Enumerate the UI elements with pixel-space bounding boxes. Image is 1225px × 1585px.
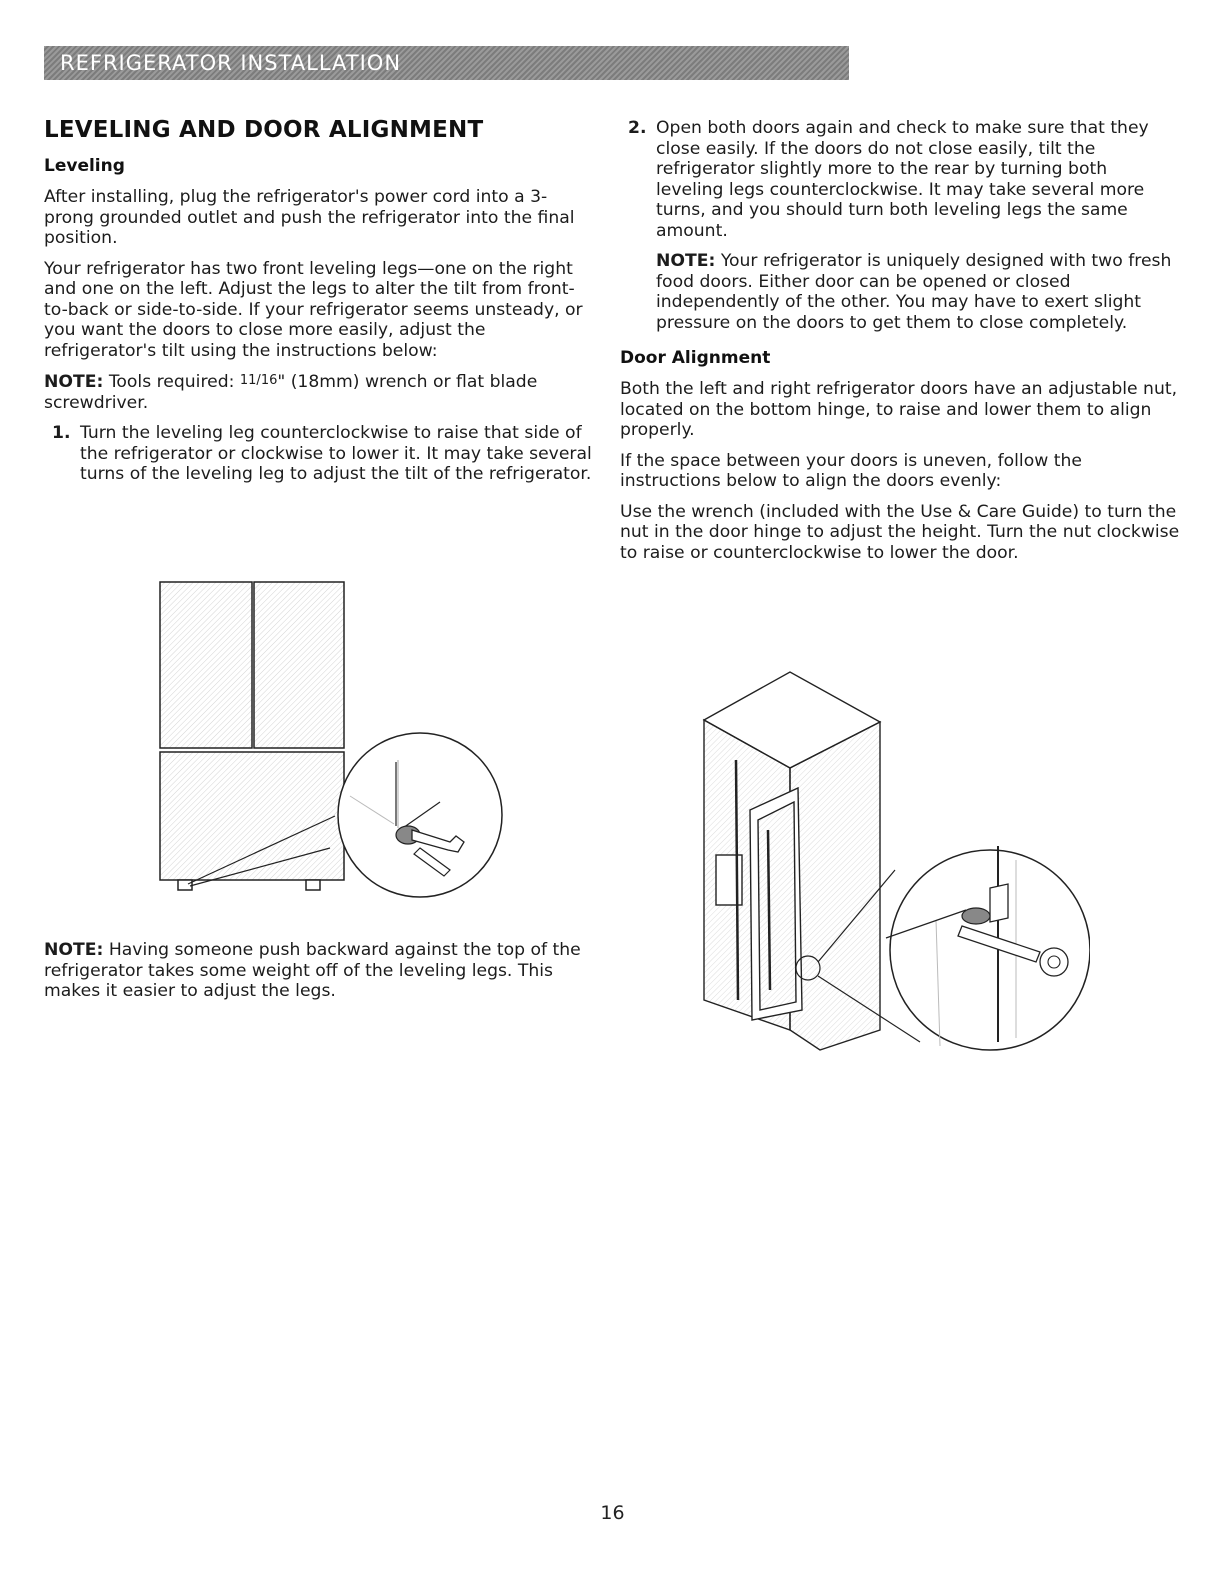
leveling-legs-paragraph: Your refrigerator has two front leveling legs—one on the right and one on the left. Adjust the legs to alter the tilt from front-to-back or side-to-side. If your refrigerator seems unsteady, or you want the doors to close more easily, adjust the refrigerator's tilt using the instructions below: xyxy=(44,258,583,361)
section-banner-title: REFRIGERATOR INSTALLATION xyxy=(60,51,402,75)
note-label: NOTE: xyxy=(656,251,716,271)
weight-note xyxy=(44,940,597,1012)
tools-note-post: " (18mm) wrench or flat blade screwdriver. xyxy=(44,372,538,413)
hinge-zoom-circle xyxy=(886,846,1090,1050)
leveling-subheading: Leveling xyxy=(44,156,125,176)
door-alignment-illustration xyxy=(690,670,1090,1080)
note-label: NOTE: xyxy=(44,940,104,960)
step-1 xyxy=(44,423,597,485)
weight-note-text: Having someone push backward against the top of the refrigerator takes some weight off of the leveling legs. This makes it easier to adjust the legs. xyxy=(44,940,581,1001)
step-2 xyxy=(620,118,1180,241)
fridge-front-drawing xyxy=(160,582,344,880)
leveling-intro-paragraph: After installing, plug the refrigerator's power cord into a 3-prong grounded outlet and push the refrigerator into the final position. xyxy=(44,187,575,248)
step-2-text: Open both doors again and check to make sure that they close easily. If the doors do not close easily, tilt the refrigerator slightly more to the rear by turning both leveling legs counterclockwise. It may take several more turns, and you should turn both leveling legs the same amount. xyxy=(656,118,1149,241)
wrench-size-fraction: 11/16 xyxy=(239,373,278,388)
right-column xyxy=(620,118,1180,573)
fridge-angled-drawing xyxy=(704,672,880,1050)
step-2-number: 2. xyxy=(628,118,647,138)
left-column xyxy=(44,115,597,495)
doors-note xyxy=(620,251,1180,333)
door-alignment-paragraph-2: If the space between your doors is uneven, follow the instructions below to align the doors evenly: xyxy=(620,450,1082,491)
fridge-feet xyxy=(178,880,320,890)
zoom-circle xyxy=(338,733,502,897)
page-title: LEVELING AND DOOR ALIGNMENT xyxy=(44,117,484,143)
note-label: NOTE: xyxy=(44,372,104,392)
leveling-leg-illustration xyxy=(150,580,510,900)
section-banner xyxy=(44,46,849,80)
door-alignment-subheading: Door Alignment xyxy=(620,348,771,368)
tools-note-pre: Tools required: xyxy=(108,372,235,392)
doors-note-text: Your refrigerator is uniquely designed with two fresh food doors. Either door can be opened or closed independently of the other. You may have to exert slight pressure on the doors to get them to close completely. xyxy=(656,251,1172,333)
page-number: 16 xyxy=(600,1502,625,1524)
step-1-number: 1. xyxy=(52,423,71,443)
tools-note xyxy=(44,371,597,413)
door-alignment-paragraph-1: Both the left and right refrigerator doors have an adjustable nut, located on the bottom hinge, to raise and lower them to align properly. xyxy=(620,379,1178,440)
step-1-text: Turn the leveling leg counterclockwise to raise that side of the refrigerator or clockwise to lower it. It may take several turns of the leveling leg to adjust the tilt of the refrigerator. xyxy=(80,423,592,484)
door-alignment-paragraph-3: Use the wrench (included with the Use & Care Guide) to turn the nut in the door hinge to adjust the height. Turn the nut clockwise to raise or counterclockwise to lower the door. xyxy=(620,501,1180,563)
